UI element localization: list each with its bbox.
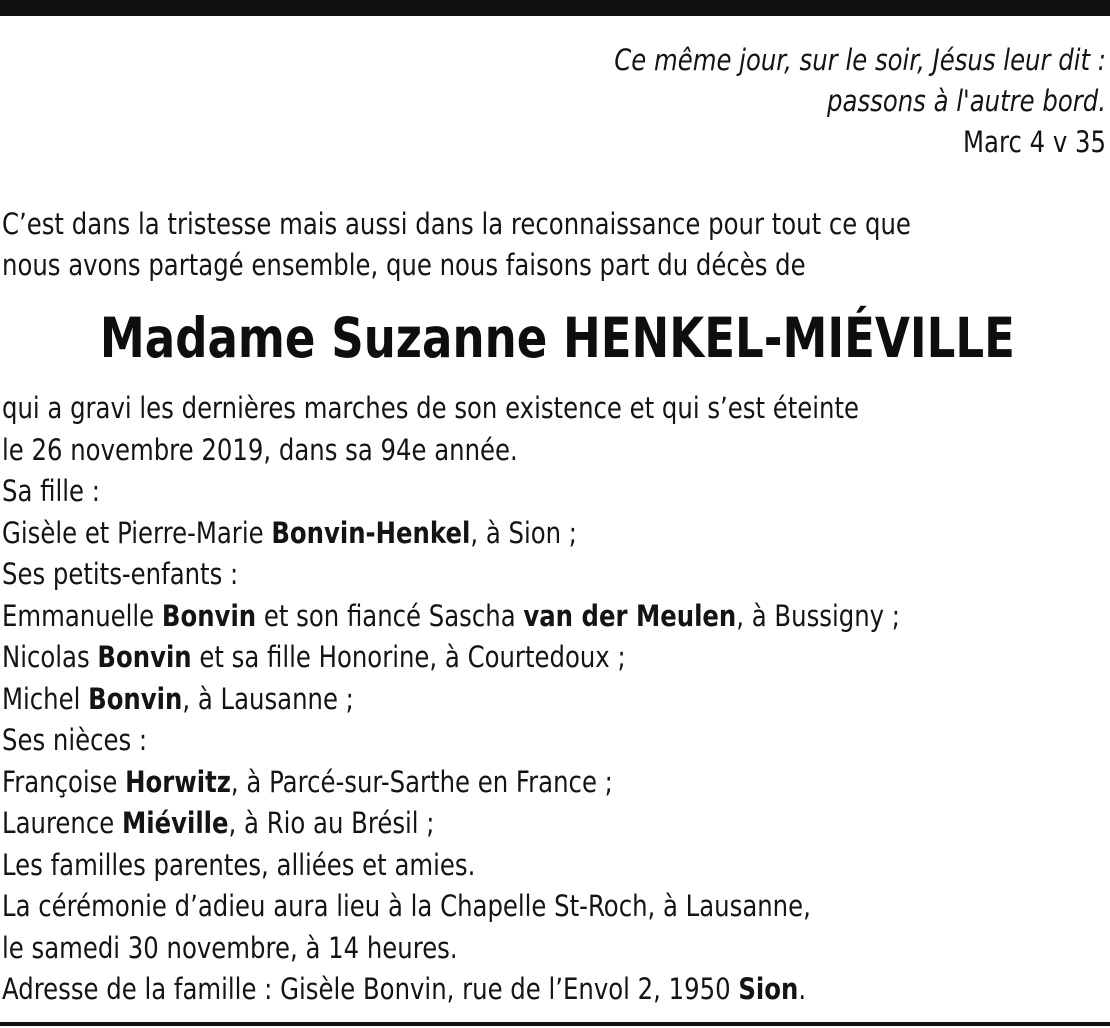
bottom-border-rule: [0, 1022, 1110, 1026]
ceremony-line-1: La cérémonie d’adieu aura lieu à la Chapelle St-Roch, à Lausanne,: [2, 889, 811, 923]
text-segment: Laurence: [2, 806, 122, 840]
top-border-rule: [0, 0, 1110, 16]
surname: Miéville: [121, 806, 229, 840]
family-address-line: [2, 969, 1094, 1011]
family-line-grandchild-2: [2, 637, 1094, 679]
epigraph-reference: Marc 4 v 35: [963, 125, 1106, 159]
text-segment: , à Bussigny ;: [736, 598, 901, 633]
epigraph-verse-line-2: passons à l'autre bord.: [827, 84, 1106, 118]
family-line-niece-2: [2, 803, 1094, 845]
heading-daughter: Sa fille :: [2, 474, 100, 508]
city-name: Sion: [738, 972, 799, 1006]
body-line-1: qui a gravi les dernières marches de son existence et qui s’est éteinte: [2, 391, 860, 425]
text-segment: Françoise: [2, 764, 126, 799]
text-segment: , à Lausanne ;: [182, 681, 354, 716]
text-segment: , à Sion ;: [470, 515, 578, 550]
heading-nieces: Ses nièces :: [2, 723, 148, 757]
surname: Bonvin: [161, 598, 257, 633]
intro-paragraph: [2, 204, 1094, 286]
heading-grandchildren: Ses petits-enfants :: [2, 557, 239, 591]
announcement-body: [2, 388, 1094, 1011]
text-segment: Emmanuelle: [2, 598, 162, 633]
family-line-daughter: [2, 513, 1094, 555]
surname: Bonvin: [97, 640, 192, 674]
text-segment: Nicolas: [2, 640, 98, 674]
family-line-niece-1: [2, 762, 1094, 804]
surname: van der Meulen: [523, 598, 737, 633]
epigraph: [350, 40, 1106, 163]
family-line-grandchild-3: [2, 679, 1094, 721]
deceased-name-heading: Madame Suzanne HENKEL-MIÉVILLE: [99, 306, 1015, 370]
text-segment: .: [798, 972, 807, 1006]
family-line-grandchild-1: [2, 596, 1094, 638]
ceremony-line-2: le samedi 30 novembre, à 14 heures.: [2, 930, 458, 965]
text-segment: et son fiancé Sascha: [256, 598, 524, 633]
text-segment: , à Rio au Brésil ;: [228, 806, 435, 840]
body-line-2: le 26 novembre 2019, dans sa 94e année.: [2, 432, 518, 467]
surname: Bonvin: [88, 681, 183, 716]
epigraph-verse-line-1: Ce même jour, sur le soir, Jésus leur dit :: [614, 43, 1106, 77]
surname: Bonvin-Henkel: [271, 515, 471, 550]
text-segment: Adresse de la famille : Gisèle Bonvin, rue de l’Envol 2, 1950: [2, 972, 739, 1006]
family-line-relatives: Les familles parentes, alliées et amies.: [2, 847, 476, 882]
text-segment: Michel: [2, 681, 89, 716]
text-segment: et sa fille Honorine, à Courtedoux ;: [191, 640, 626, 674]
text-segment: , à Parcé-sur-Sarthe en France ;: [230, 764, 613, 799]
intro-line-1: C’est dans la tristesse mais aussi dans la reconnaissance pour tout ce que: [2, 207, 911, 241]
text-segment: Gisèle et Pierre-Marie: [2, 515, 272, 550]
intro-line-2: nous avons partagé ensemble, que nous faisons part du décès de: [2, 248, 806, 282]
surname: Horwitz: [125, 764, 231, 799]
